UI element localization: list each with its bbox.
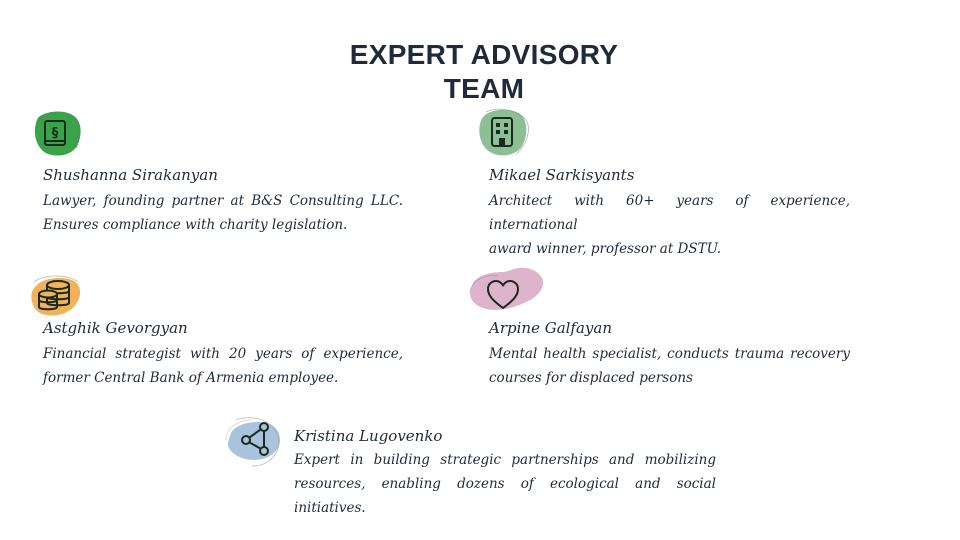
member-name: Mikael Sarkisyants [489,166,635,184]
member-description-line-2: Ensures compliance with charity legislation. [43,217,348,233]
member-description [43,189,403,237]
slide-title-line-1: EXPERT ADVISORY [349,39,619,70]
heart-icon [466,264,548,320]
member-name: Astghik Gevorgyan [43,319,188,337]
coins-icon [28,272,86,320]
network-share-icon [222,414,286,470]
member-description-line-1: Expert in building strategic partnerships and mobilizing [294,452,716,468]
member-description-line-1: Architect with 60+ years of experience, international [489,193,850,233]
member-description [43,342,403,390]
member-description-line-1: Mental health specialist, conducts trauma recovery [489,346,850,362]
member-description-line-2: courses for displaced persons [489,370,693,386]
slide-title [0,38,960,106]
member-description [489,342,850,390]
building-icon [474,106,534,160]
member-description-line-1: Lawyer, founding partner at B&S Consulting LLC. [43,193,403,209]
member-description [294,448,716,520]
slide-title-line-2: TEAM [443,73,525,104]
member-description-line-2: award winner, professor at DSTU. [489,241,722,257]
member-name: Shushanna Sirakanyan [43,166,218,184]
svg-text:§: § [51,126,59,141]
member-description-line-2: resources, enabling dozens of ecological and social initiatives. [294,476,716,516]
member-description-line-2: former Central Bank of Armenia employee. [43,370,339,386]
member-description-line-1: Financial strategist with 20 years of experience, [43,346,403,362]
member-description [489,189,850,261]
member-name: Arpine Galfayan [489,319,613,337]
member-name: Kristina Lugovenko [294,427,443,445]
law-book-icon [30,108,86,160]
